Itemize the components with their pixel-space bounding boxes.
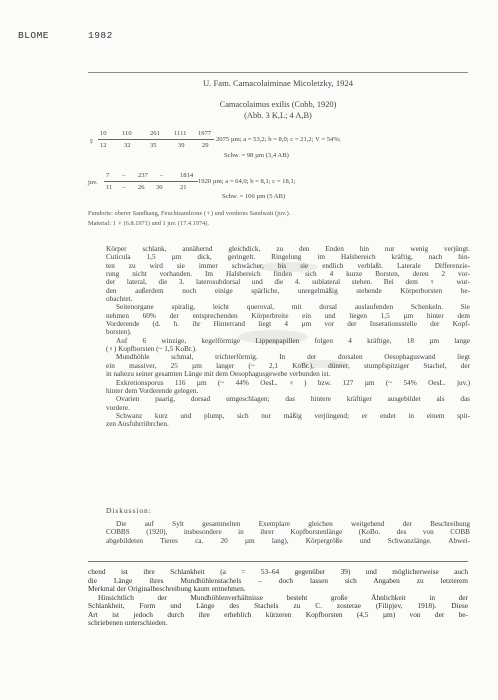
text-line: Seitenorgane spiralig, leicht queroval, mit dorsal auslaufenden Schenkeln. Sie (116, 303, 470, 312)
text-line: die Länge ihres Mundhöhlenstachels – doch lassen sich Angaben zu letzterem (88, 575, 468, 585)
formula-top-value: 110 (122, 130, 132, 137)
female-values: 2075 µm; a = 53,2; b = 8,0; c = 21,2; V = 54%; (216, 136, 341, 143)
text-line: COBBS (1920), insbesondere in ihrer Kopfborstenlänge (KoBo. des von COBB (106, 528, 470, 537)
text-line: Hinsichtlich der Mundhöhlenverhältnisse besteht große Ähnlichkeit in der (98, 592, 468, 602)
formula-bottom-value: 32 (124, 142, 131, 149)
formula-top-value: 1977 (198, 130, 212, 137)
formula-bottom-value: 35 (150, 142, 157, 149)
text-line: Schwanz kurz und plump, sich nur mäßig verjüngend; er endet in einem spit- (116, 411, 470, 420)
female-measurement-formula (88, 128, 478, 168)
text-line: Die auf Sylt gesammelten Exemplare gleichen weitgehend der Beschreibung (116, 520, 470, 528)
formula-bottom-value: 21 (180, 184, 187, 191)
formula-top-value: 1111 (174, 130, 187, 137)
formula-top-value: 10 (100, 130, 107, 137)
subfamily-heading: U. Fam. Camacolaiminae Micoletzky, 1924 (202, 78, 354, 88)
text-line: Körper schlank, annähernd gleichdick, zu den Enden hin nur wenig verjüngt. (106, 245, 470, 253)
text-line: schriebenen unterschieden. (88, 618, 168, 628)
formula-top-value: 261 (150, 130, 160, 137)
text-line: in nahezu seiner gesamten Länge mit dem Oesophagusgewebe verbunden ist. (106, 370, 331, 379)
discussion-heading: Diskussion: (106, 506, 152, 515)
text-line: ein massiver, 25 µm langer (~ 2,1 KoBr.), dünner, stumpfspitziger Stachel, der (106, 361, 470, 370)
text-line: (♀) Kopfborsten (~ 1,5 KoBr.). (106, 345, 197, 354)
text-line: ten zu wird sie immer schwächer, bis sie endlich verblaßt. Laterale Differenzie- (106, 261, 470, 270)
juvenile-label: juv. (88, 179, 98, 186)
formula-bottom-value: 11 (106, 184, 113, 191)
text-line: der lateral, die 3. laterosubdorsal und die 4. sublateral stehen. Bei dem ♀ wur- (106, 278, 470, 287)
formula-top-value: 237 (138, 172, 148, 179)
text-line: abgebildeten Tieres ca. 20 µm lang), Körpergröße und Schwanzlänge. Abwei- (106, 536, 470, 545)
female-tail-length: Schw. = 98 µm (3,4 AB) (224, 152, 289, 159)
formula-fraction-line (98, 139, 214, 140)
formula-top-value: – (160, 172, 164, 179)
text-line: Merkmal der Originalbeschreibung kaum entnehmen. (88, 584, 246, 594)
female-symbol: ♀ (88, 136, 95, 146)
collection-sites: Fundorte: oberer Sandhang, Feuchtsandzone (♀) und vorderes Sandwatt (juv.). (88, 210, 291, 217)
formula-bottom-value: 29 (202, 142, 209, 149)
material-note: Material: 1 ♀ (6.8.1971) und 1 juv. (17.4.1974). (88, 220, 209, 227)
formula-bottom-value: 26 (138, 184, 145, 191)
continuation-text (88, 568, 468, 628)
text-line: zen Ausfuhrröhrchen. (106, 420, 169, 429)
juvenile-measurement-formula (88, 171, 478, 205)
text-line: borsten). (106, 328, 132, 337)
text-line: den außerdem noch einige spärliche, unregelmäßig stehende Körperborsten be- (106, 286, 470, 295)
text-line: Schlankheit, Form und Länge des Stachels zu C. zosterae (Filipjev, 1918). Diese (88, 601, 468, 611)
running-header-year: 1982 (88, 30, 113, 41)
running-header-author: BLOME (18, 30, 50, 41)
text-line: obachtet. (106, 295, 133, 304)
discussion-body (106, 520, 470, 545)
text-line: chend ist ihre Schlankheit (a = 53–64 gegenüber 39) und möglicherweise auch (88, 567, 468, 576)
top-rule (88, 72, 468, 73)
text-line: Vorderende (d. h. ihr Hinterrand liegt 4 µm vor der Inserationsstelle der Kopf- (106, 320, 470, 329)
text-line: Mundhöhle schmal, trichterförmig. In der dorsalen Oesophaguswand liegt (116, 353, 470, 362)
text-line: Auf 6 winzige, kegelförmige Lippenpapillen folgen 4 kräftige, 18 µm lange (116, 336, 470, 345)
text-line: vordere. (106, 403, 130, 412)
formula-top-value: 7 (106, 172, 110, 179)
formula-fraction-line (104, 181, 198, 182)
continuation-rule (88, 561, 468, 562)
formula-bottom-value: 39 (178, 142, 185, 149)
text-line: Cuticula 1,5 µm dick, geringelt. Ringelung im Halsbereich kräftig, nach hin- (106, 253, 470, 262)
juvenile-tail-length: Schw. = 106 µm (5 AB) (222, 193, 286, 200)
juvenile-values: 1920 µm; a = 64,0; b = 8,1; c = 18,1; (198, 178, 296, 185)
formula-bottom-value: 12 (100, 142, 107, 149)
text-line: rung nicht vorhanden. Im Halsbereich finden sich 4 kurze Borsten, deren 2 vor- (106, 270, 470, 279)
text-line: nehmen 60% der entsprechenden Körperbreite ein und liegen 1,5 µm hinter dem (106, 311, 470, 320)
description-body (106, 245, 470, 429)
formula-bottom-value: 30 (156, 184, 163, 191)
formula-top-value: 1814 (180, 172, 194, 179)
species-name: Camacolaimus exilis (Cobb, 1920) (219, 100, 337, 109)
formula-top-value: – (122, 172, 126, 179)
formula-bottom-value: – (122, 184, 126, 191)
text-line: hinter dem Vorderende gelegen. (106, 386, 199, 395)
text-line: Art ist jedoch durch ihre erheblich kürzeren Kopfborsten (4,5 µm) von der be- (88, 609, 468, 619)
species-figures: (Abb. 3 K,L; 4 A,B) (244, 111, 312, 120)
text-line: Exkretionsporus 116 µm (~ 44% OesL. ♀) bzw. 127 µm (~ 54% OesL. juv.) (116, 378, 470, 387)
text-line: Ovarien paarig, dorsad umgeschlagen; das hintere kräftiger ausgebildet als das (116, 395, 470, 404)
